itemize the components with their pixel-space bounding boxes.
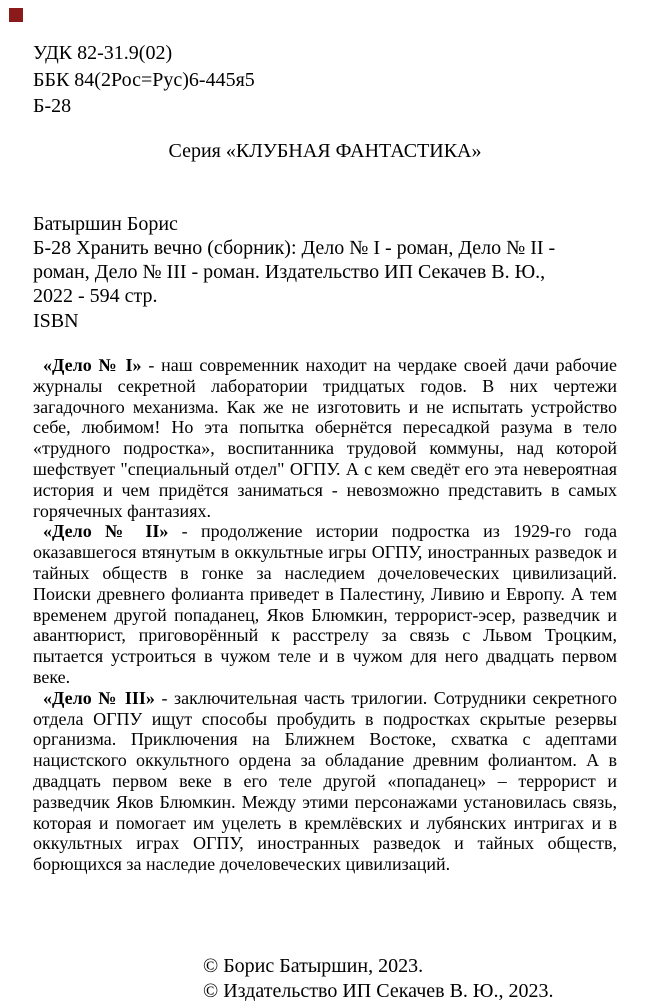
series-title: Серия «КЛУБНАЯ ФАНТАСТИКА» — [168, 139, 482, 162]
imprint-title-line-1: Б-28 Хранить вечно (сборник): Дело № I - роман, Дело № II - — [33, 236, 556, 259]
imprint-author-line: Батыршин Борис — [33, 212, 178, 235]
bbk-code: ББК 84(2Рос=Рус)6-445я5 — [33, 68, 255, 91]
copyright-publisher-line: © Издательство ИП Секачев В. Ю., 2023. — [203, 979, 554, 1002]
annotation-delo-2 — [33, 521, 617, 687]
page-content — [33, 0, 617, 1004]
annotation-delo-3-text: - заключительная часть трилогии. Сотрудники секретного отдела ОГПУ ищут способы пробудить в подростках скрытые резервы организма. Приключения на Ближнем Востоке, схватка с адептами нацистского оккультного ордена за обладание древним фолиантом. А в двадцать первом веке в его теле другой «попаданец» – террорист и разведчик Яков Блюмкин. Между этими персонажами установилась связь, которая и помогает им уцелеть в кремлёвских и лубянских интригах и в оккультных играх ОГПУ, иностранных разведок и тайных обществ, борющихся за наследие дочеловеческих цивилизаций. — [33, 687, 617, 875]
copyright-author-line: © Борис Батыршин, 2023. — [203, 954, 424, 977]
annotations-section — [33, 355, 617, 875]
bibliographic-codes — [33, 40, 617, 120]
udk-code: УДК 82-31.9(02) — [33, 42, 173, 64]
annotation-delo-3 — [33, 688, 617, 875]
annotation-delo-1-text: - наш современник находит на чердаке своей дачи рабочие журналы секретной лаборатории тридцатых годов. В них чертежи загадочного механизма. Как же не изготовить и не испытать устройство себе, любимом! Но эта попытка обернётся пересадкой разума в тело «трудного подростка», воспитанника трудовой коммуны, над которой шефствует "специальный отдел" ОГПУ. А с кем сведёт его эта невероятная история и чем придётся заниматься - невозможно представить в самых горячечных фантазиях. — [33, 354, 617, 521]
imprint-title-line-2: роман, Дело № III - роман. Издательство ИП Секачев В. Ю., — [33, 261, 546, 284]
imprint-description — [33, 212, 617, 333]
red-square-marker — [9, 8, 23, 22]
author-sign-code: Б-28 — [33, 95, 72, 117]
copyright-section — [203, 954, 617, 1004]
imprint-isbn-line: ISBN — [33, 309, 79, 332]
annotation-delo-2-text: - продолжение истории подростка из 1929-го года оказавшегося втянутым в оккультные игры ОГПУ, иностранных разведок и тайных обществ в гонке за наследием дочеловеческих цивилизаций. Поиски древнего фолианта приведет в Палестину, Ливию и Европу. А тем временем другой попаданец, Яков Блюмкин, террорист-эсер, разведчик и авантюрист, приговорённый к расстрелу за связь с Львом Троцким, пытается устроиться в чужом теле и в чужом для него двадцать первом веке. — [33, 521, 617, 687]
imprint-year-pages-line: 2022 - 594 стр. — [33, 285, 158, 308]
annotation-delo-2-title: «Дело № II» — [43, 521, 169, 542]
annotation-delo-1-title: «Дело № I» — [43, 354, 142, 375]
annotation-delo-3-title: «Дело № III» — [43, 687, 155, 708]
annotation-delo-1 — [33, 355, 617, 521]
